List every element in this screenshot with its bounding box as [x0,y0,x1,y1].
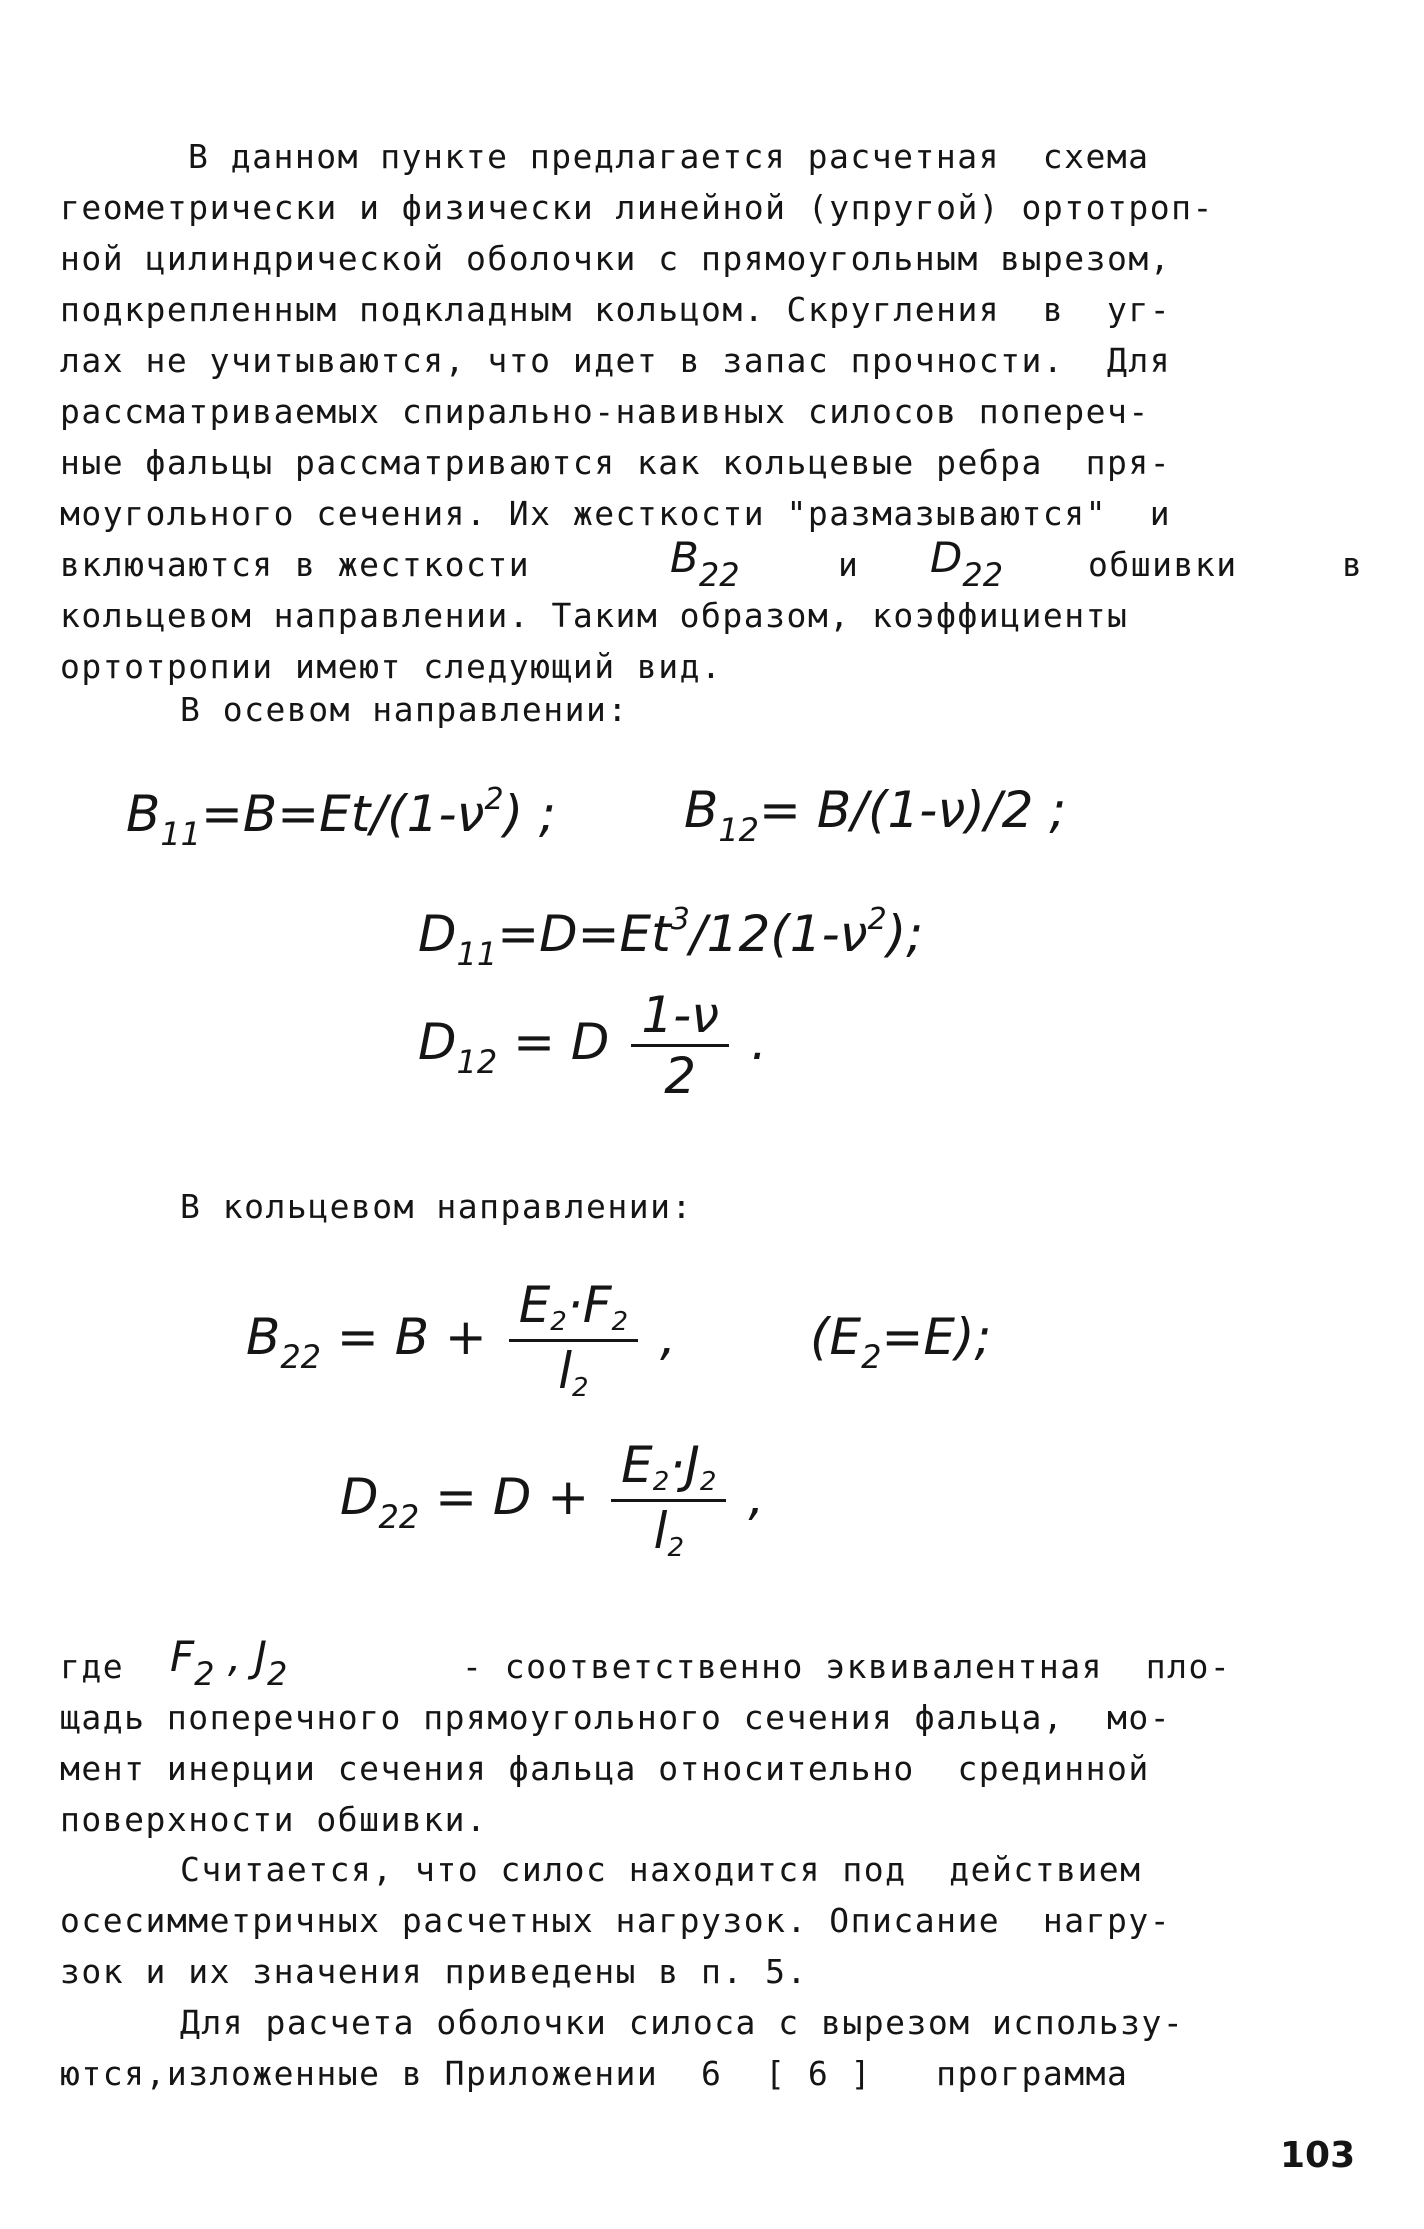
formula-b11: $B_{11}=B=Et/(1-\nu^2)$ ; [126,782,556,853]
text-line: подкрепленным подкладным кольцом. Скругления в уг- [60,290,1172,329]
section-heading: В кольцевом направлении: [180,1187,693,1226]
text-line: лах не учитываются, что идет в запас прочности. Для [60,341,1172,380]
section-heading: В осевом направлении: [180,690,629,729]
text-line: кольцевом направлении. Таким образом, коэффициенты [60,596,1129,635]
text-line: ются,изложенные в Приложении 6 [ 6 ] программа [60,2054,1129,2093]
text-line: В данном пункте предлагается расчетная схема [188,137,1150,176]
formula-e2: $(E_2=E)$; [810,1308,992,1376]
page-number: 103 [1280,2135,1356,2176]
text-line: где [60,1647,125,1686]
formula-b12: $B_{12}= B/(1-\nu)/2$ ; [684,781,1067,849]
inline-formula-f2-j2: $F_2$ , $J_2$ [170,1632,288,1693]
formula-b22: $B_{22} = B$ + $\frac{E_2\cdot F_2}{l_2}$ , [246,1276,676,1403]
formula-d11: $D_{11}=D=Et^3/12(1-\nu^2)$; [418,902,924,973]
text-line: ортотропии имеют следующий вид. [60,647,723,686]
text-line: Для расчета оболочки силоса с вырезом использу- [180,2003,1185,2042]
text-line: моугольного сечения. Их жесткости "размазываются" и [60,494,1172,533]
text-line: геометрически и физически линейной (упругой) ортотроп- [60,188,1214,227]
text-line: поверхности обшивки. [60,1800,488,1839]
text-line: включаются в жесткости [60,545,531,584]
text-line: ной цилиндрической оболочки с прямоугольным вырезом, [60,239,1172,278]
text-line: рассматриваемых спирально-навивных силосов попереч- [60,392,1150,431]
inline-formula-b22: $B_{22}$ [670,533,740,594]
text-line: зок и их значения приведены в п. 5. [60,1952,808,1991]
text-line: - соответственно эквивалентная пло- [462,1647,1232,1686]
text-line: обшивки [1088,545,1238,584]
text-line: мент инерции сечения фальца относительно срединной [60,1749,1150,1788]
inline-formula-d22: $D_{22}$ [930,533,1004,594]
text-line: ные фальцы рассматриваются как кольцевые ребра пря- [60,443,1172,482]
formula-d22: $D_{22} = D$ + $\frac{E_2\cdot J_2}{l_2}$ , [340,1436,765,1563]
text-line: и [838,545,860,584]
text-line: в [1342,545,1364,584]
text-line: осесимметричных расчетных нагрузок. Описание нагру- [60,1901,1172,1940]
text-line: щадь поперечного прямоугольного сечения фальца, мо- [60,1698,1172,1737]
formula-d12: $D_{12} = D$ $\frac{1-\nu}{2}$ . [418,986,767,1105]
text-line: Считается, что силос находится под действием [180,1850,1142,1889]
